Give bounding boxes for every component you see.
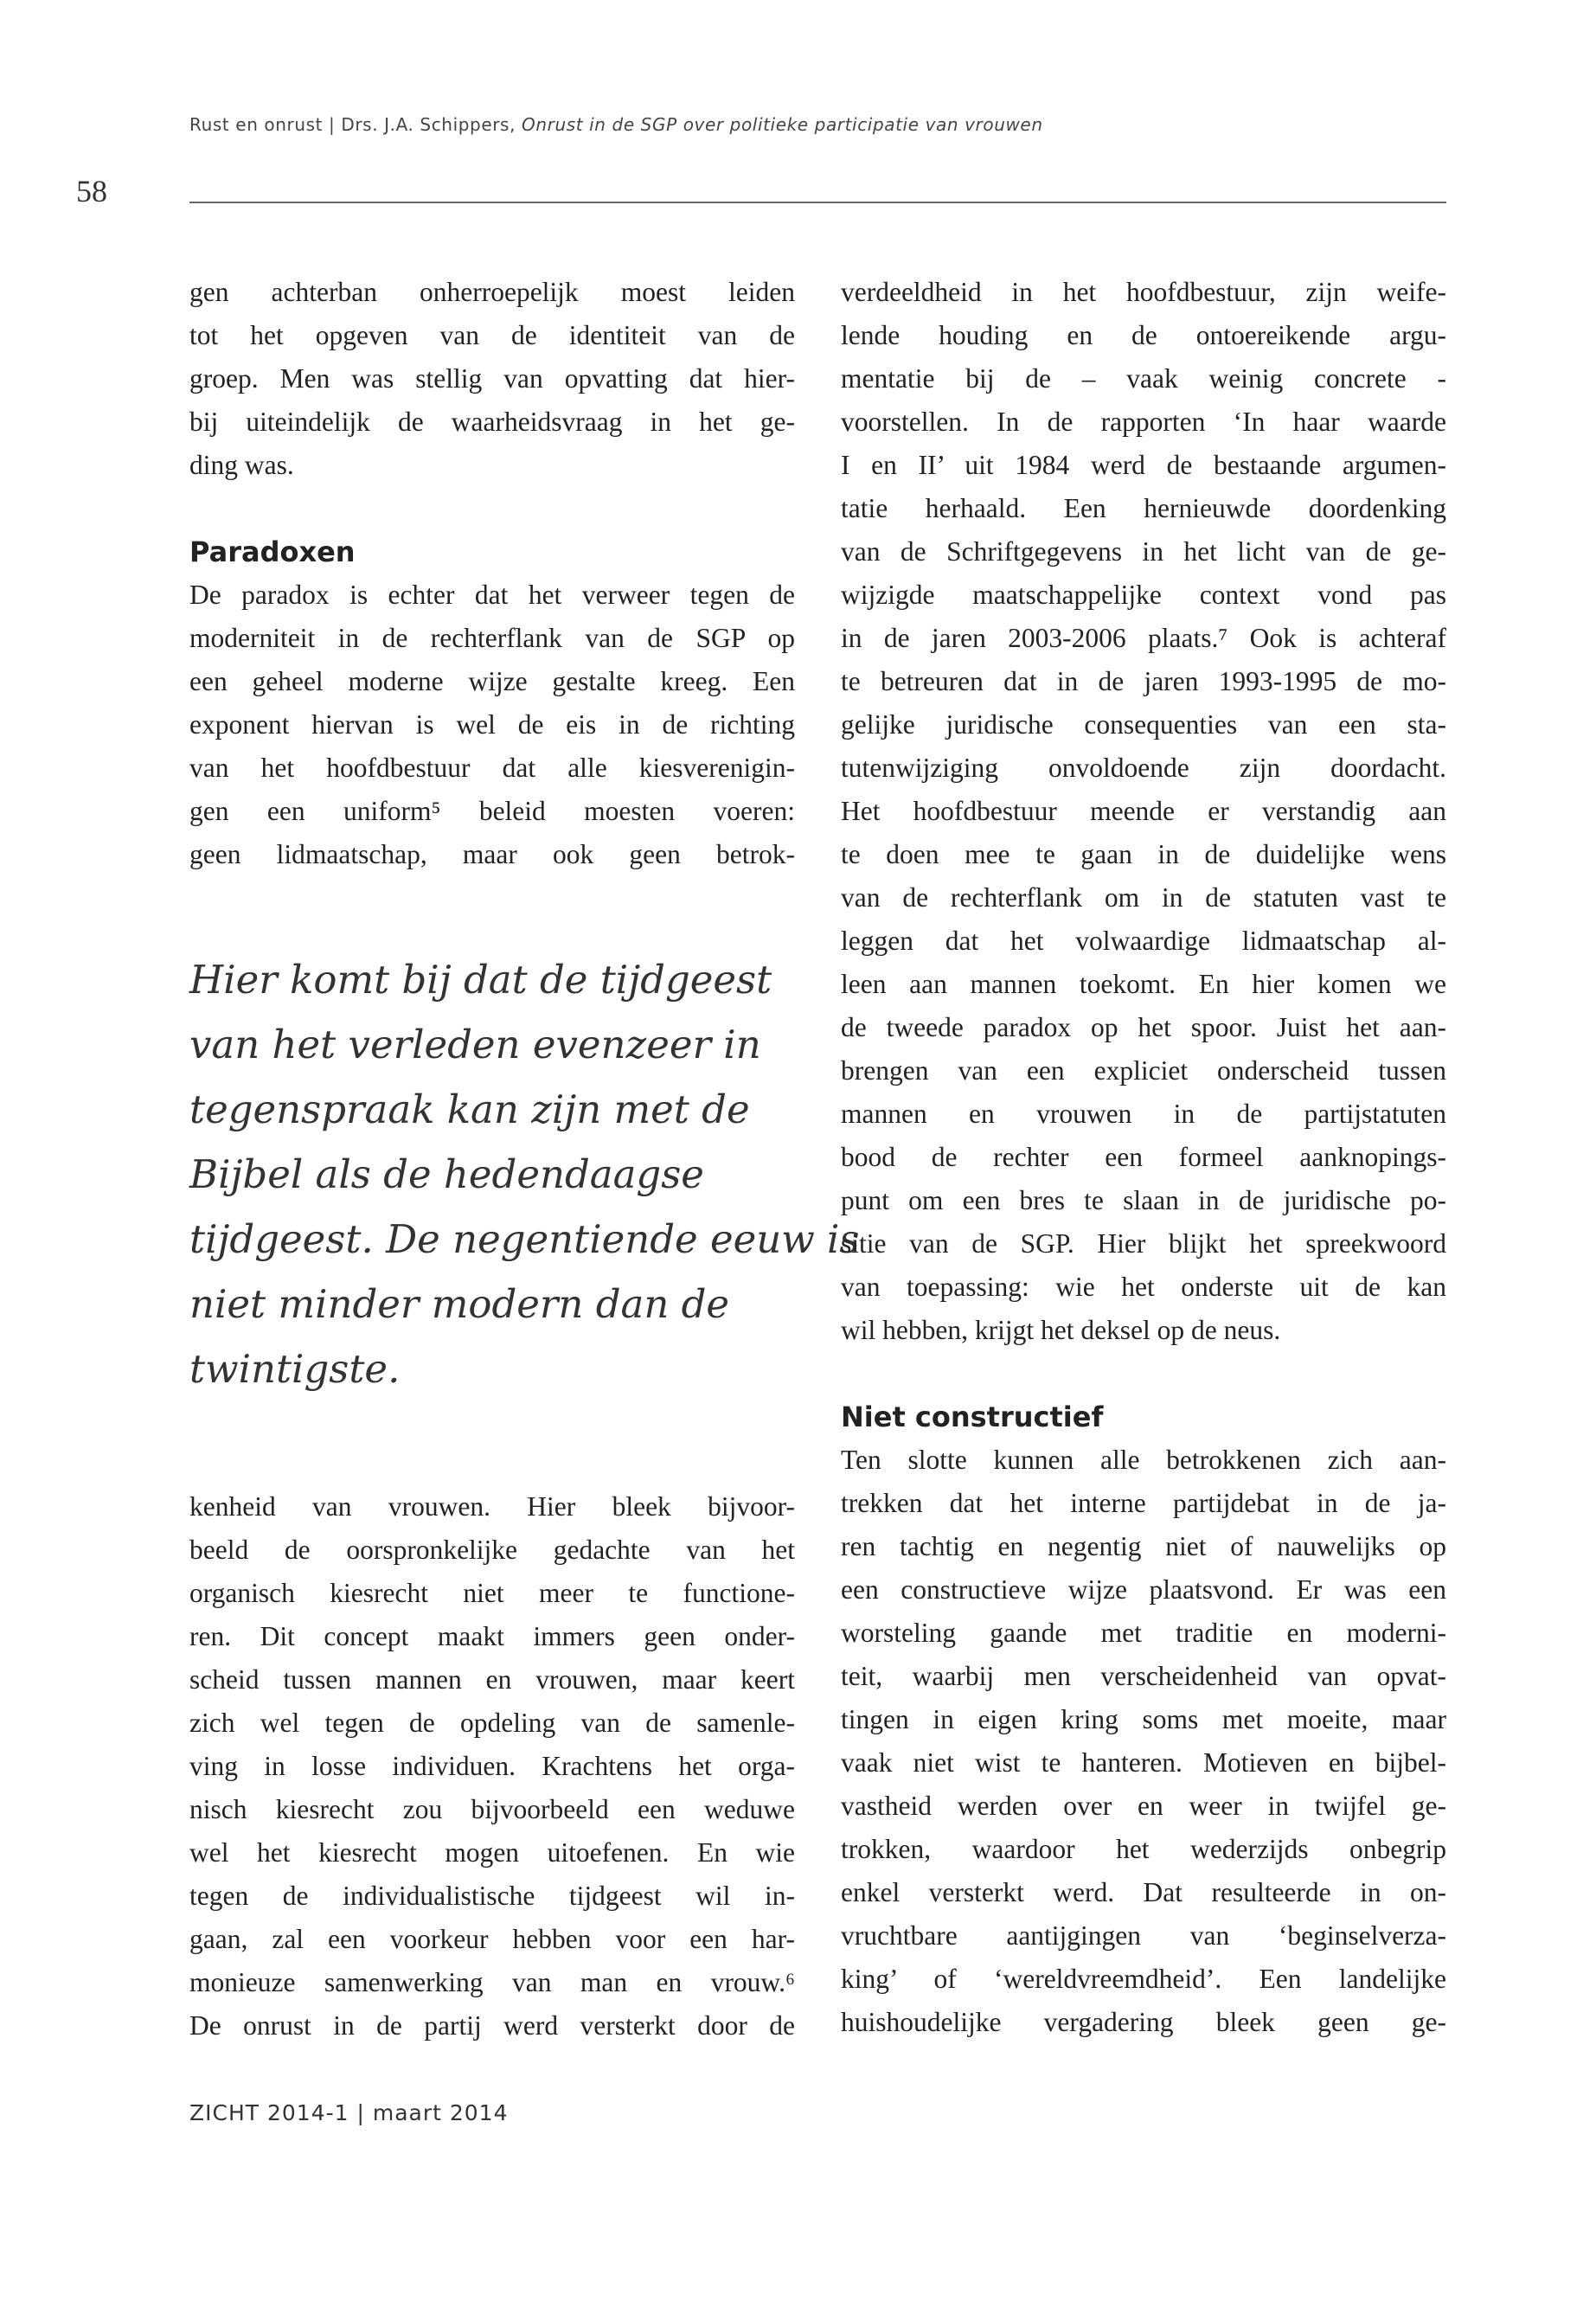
text-line: gen een uniform⁵ beleid moesten voeren:	[189, 796, 795, 826]
text-line: voorstellen. In de rapporten ‘In haar waarde	[841, 407, 1446, 437]
text-line: ren tachtig en negentig niet of nauwelijks op	[841, 1531, 1446, 1561]
spacer	[189, 487, 795, 530]
text-line: nisch kiesrecht zou bijvoorbeeld een weduwe	[189, 1794, 795, 1824]
pull-quote-line: Bijbel als de hedendaagse	[189, 1151, 704, 1197]
text-line: de tweede paradox op het spoor. Juist het aan-	[841, 1012, 1446, 1042]
text-line: De onrust in de partij werd versterkt door de	[189, 2010, 795, 2041]
text-line: moderniteit in de rechterflank van de SGP op	[189, 623, 795, 653]
text-line: trokken, waardoor het wederzijds onbegrip	[841, 1834, 1446, 1864]
paragraph	[189, 271, 795, 487]
text-line: trekken dat het interne partijdebat in de ja-	[841, 1488, 1446, 1518]
text-line: in de jaren 2003-2006 plaats.⁷ Ook is achteraf	[841, 623, 1446, 653]
text-line: wel het kiesrecht mogen uitoefenen. En wie	[189, 1837, 795, 1868]
text-line: van de rechterflank om in de statuten vast te	[841, 882, 1446, 913]
text-line: verdeeldheid in het hoofdbestuur, zijn weife-	[841, 277, 1446, 307]
text-line: gaan, zal een voorkeur hebben voor een har-	[189, 1924, 795, 1954]
text-line: wil hebben, krijgt het deksel op de neus.	[841, 1315, 1281, 1345]
paragraph	[841, 1439, 1446, 2044]
text-line: beeld de oorspronkelijke gedachte van het	[189, 1535, 795, 1565]
text-line: vastheid werden over en weer in twijfel ge-	[841, 1791, 1446, 1821]
text-line: sitie van de SGP. Hier blijkt het spreekwoord	[841, 1228, 1446, 1259]
page-number: 58	[76, 174, 107, 208]
spacer	[841, 1352, 1446, 1395]
text-line: te betreuren dat in de jaren 1993-1995 de mo-	[841, 666, 1446, 696]
text-line: leggen dat het volwaardige lidmaatschap al-	[841, 926, 1446, 956]
text-line: I en II’ uit 1984 werd de bestaande argumen-	[841, 450, 1446, 480]
text-line: Het hoofdbestuur meende er verstandig aan	[841, 796, 1446, 826]
pull-quote-line: twintigste.	[189, 1346, 401, 1392]
text-line: vruchtbare aantijgingen van ‘beginselverza-	[841, 1920, 1446, 1951]
right-column	[841, 271, 1446, 2044]
text-line: tegen de individualistische tijdgeest wil in-	[189, 1881, 795, 1911]
text-line: huishoudelijke vergadering bleek geen ge-	[841, 2007, 1446, 2037]
running-head-author: Rust en onrust | Drs. J.A. Schippers,	[189, 114, 522, 135]
paragraph	[189, 574, 795, 876]
text-line: ding was.	[189, 450, 294, 480]
text-line: mentatie bij de – vaak weinig concrete -	[841, 363, 1446, 394]
text-line: punt om een bres te slaan in de juridische po-	[841, 1185, 1446, 1215]
pull-quote	[189, 947, 860, 1401]
pull-quote-line: niet minder modern dan de	[189, 1281, 730, 1327]
text-line: scheid tussen mannen en vrouwen, maar keert	[189, 1664, 795, 1695]
paragraph	[841, 271, 1446, 1352]
text-line: een geheel moderne wijze gestalte kreeg. Een	[189, 666, 795, 696]
text-line: zich wel tegen de opdeling van de samenle-	[189, 1708, 795, 1738]
pull-quote-lines	[189, 947, 860, 1401]
text-line: vaak niet wist te hanteren. Motieven en bijbel-	[841, 1747, 1446, 1778]
text-line: kenheid van vrouwen. Hier bleek bijvoor-	[189, 1491, 795, 1522]
text-line: wijzigde maatschappelijke context vond pas	[841, 580, 1446, 610]
footer-journal-issue: ZICHT 2014-1 | maart 2014	[189, 2100, 509, 2125]
text-line: tot het opgeven van de identiteit van de	[189, 320, 795, 350]
text-line: leen aan mannen toekomt. En hier komen we	[841, 969, 1446, 999]
text-line: king’ of ‘wereldvreemdheid’. Een landelijke	[841, 1964, 1446, 1994]
pull-quote-line: tegenspraak kan zijn met de	[189, 1086, 750, 1132]
text-line: worsteling gaande met traditie en moderni-	[841, 1618, 1446, 1648]
text-line: Ten slotte kunnen alle betrokkenen zich aan-	[841, 1445, 1446, 1475]
text-line: brengen van een expliciet onderscheid tussen	[841, 1055, 1446, 1086]
text-line: ving in losse individuen. Krachtens het orga-	[189, 1751, 795, 1781]
pull-quote-line: van het verleden evenzeer in	[189, 1022, 761, 1067]
text-line: bood de rechter een formeel aanknopings-	[841, 1142, 1446, 1172]
text-line: van de Schriftgegevens in het licht van de ge-	[841, 536, 1446, 567]
text-line: ren. Dit concept maakt immers geen onder-	[189, 1621, 795, 1651]
text-line: lende houding en de ontoereikende argu-	[841, 320, 1446, 350]
text-line: gen achterban onherroepelijk moest leiden	[189, 277, 795, 307]
running-head-title: Onrust in de SGP over politieke participatie van vrouwen	[522, 114, 1043, 135]
text-line: tutenwijziging onvoldoende zijn doordacht.	[841, 753, 1446, 783]
text-line: een constructieve wijze plaatsvond. Er was een	[841, 1574, 1446, 1605]
text-line: De paradox is echter dat het verweer tegen de	[189, 580, 795, 610]
text-line: teit, waarbij men verscheidenheid van opvat-	[841, 1661, 1446, 1691]
pull-quote-line: tijdgeest. De negentiende eeuw is	[189, 1216, 860, 1262]
text-line: mannen en vrouwen in de partijstatuten	[841, 1099, 1446, 1129]
paragraph	[189, 1485, 795, 2048]
section-heading-paradoxen: Paradoxen	[189, 535, 356, 568]
text-line: organisch kiesrecht niet meer te functione-	[189, 1578, 795, 1608]
text-line: groep. Men was stellig van opvatting dat hier-	[189, 363, 795, 394]
text-line: geen lidmaatschap, maar ook geen betrok-	[189, 839, 795, 869]
text-line: bij uiteindelijk de waarheidsvraag in het ge-	[189, 407, 795, 437]
text-line: van het hoofdbestuur dat alle kiesverenigin-	[189, 753, 795, 783]
left-column-bottom	[189, 1485, 795, 2048]
text-line: tatie herhaald. Een hernieuwde doordenking	[841, 493, 1446, 523]
section-heading-niet-constructief: Niet constructief	[841, 1400, 1104, 1433]
running-head	[189, 114, 1043, 135]
text-line: gelijke juridische consequenties van een sta-	[841, 709, 1446, 740]
text-line: exponent hiervan is wel de eis in de richting	[189, 709, 795, 740]
text-line: te doen mee te gaan in de duidelijke wens	[841, 839, 1446, 869]
text-line: tingen in eigen kring soms met moeite, maar	[841, 1704, 1446, 1734]
text-line: enkel versterkt werd. Dat resulteerde in on-	[841, 1877, 1446, 1907]
left-column-top	[189, 271, 795, 876]
header-rule	[189, 202, 1446, 203]
text-line: van toepassing: wie het onderste uit de kan	[841, 1272, 1446, 1302]
text-line: monieuze samenwerking van man en vrouw.⁶	[189, 1967, 795, 1997]
pull-quote-line: Hier komt bij dat de tijdgeest	[189, 957, 772, 1003]
